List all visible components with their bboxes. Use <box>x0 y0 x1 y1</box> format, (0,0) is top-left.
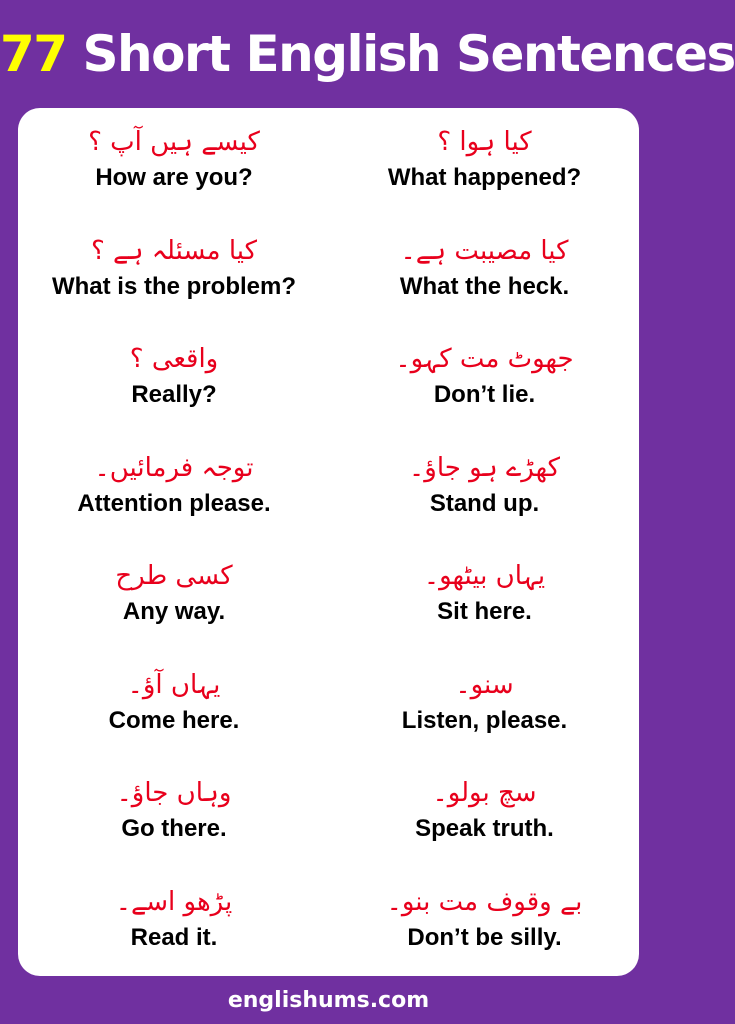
urdu-translation: وہاں جاؤ۔ <box>116 778 232 808</box>
sentence-item <box>330 231 639 340</box>
english-sentence: Stand up. <box>429 489 540 517</box>
english-sentence: Come here. <box>108 706 240 734</box>
sentence-item <box>330 773 639 882</box>
title-number: 77 <box>0 25 67 83</box>
sentence-item <box>18 122 330 231</box>
sentence-item <box>18 882 330 991</box>
urdu-translation: کھڑے ہو جاؤ۔ <box>409 452 560 483</box>
english-sentence: Attention please. <box>77 489 271 517</box>
sentence-item <box>18 448 330 557</box>
urdu-translation: سنو۔ <box>455 669 514 700</box>
sentence-item <box>330 882 639 991</box>
page-title <box>0 18 735 90</box>
urdu-translation: کیسے ہیں آپ ؟ <box>88 127 260 157</box>
sentence-item <box>18 773 330 882</box>
english-sentence: Any way. <box>122 598 226 625</box>
title-text: Short English Sentences <box>82 25 735 83</box>
urdu-translation: کسی طرح <box>115 561 233 591</box>
english-sentence: Really? <box>131 381 217 408</box>
sentence-item <box>18 231 330 340</box>
sentence-item <box>330 556 639 665</box>
urdu-translation: واقعی ؟ <box>129 344 219 374</box>
english-sentence: Speak truth. <box>415 815 554 842</box>
english-sentence: Read it. <box>130 923 218 951</box>
sentence-item <box>330 339 639 448</box>
urdu-translation: جھوٹ مت کہو۔ <box>395 344 574 374</box>
english-sentence: What happened? <box>387 164 582 191</box>
urdu-translation: سچ بولو۔ <box>432 778 537 808</box>
english-sentence: Sit here. <box>437 598 532 625</box>
sentence-card <box>18 108 639 976</box>
sentence-item <box>330 665 639 774</box>
urdu-translation: یہاں آؤ۔ <box>127 669 221 700</box>
urdu-translation: بے وقوف مت بنو۔ <box>386 886 583 917</box>
english-sentence: What is the problem? <box>51 272 296 300</box>
english-sentence: How are you? <box>95 164 253 191</box>
sentence-item <box>18 339 330 448</box>
english-sentence: Go there. <box>121 815 227 842</box>
english-sentence: Listen, please. <box>401 706 568 734</box>
urdu-translation: کیا ہوا ؟ <box>437 127 532 157</box>
english-sentence: What the heck. <box>399 272 570 300</box>
urdu-translation: توجہ فرمائیں۔ <box>94 452 254 483</box>
urdu-translation: کیا مسئلہ ہے ؟ <box>90 235 258 266</box>
sentence-item <box>18 556 330 665</box>
english-sentence: Don’t lie. <box>433 381 536 408</box>
english-sentence: Don’t be silly. <box>407 923 562 951</box>
sentence-item <box>330 122 639 231</box>
sentence-item <box>330 448 639 557</box>
sentence-item <box>18 665 330 774</box>
website-footer: englishums.com <box>227 988 430 1013</box>
sentence-grid <box>18 122 639 990</box>
urdu-translation: یہاں بیٹھو۔ <box>423 561 546 591</box>
urdu-translation: کیا مصیبت ہے۔ <box>400 235 569 266</box>
urdu-translation: پڑھو اسے۔ <box>115 886 233 917</box>
